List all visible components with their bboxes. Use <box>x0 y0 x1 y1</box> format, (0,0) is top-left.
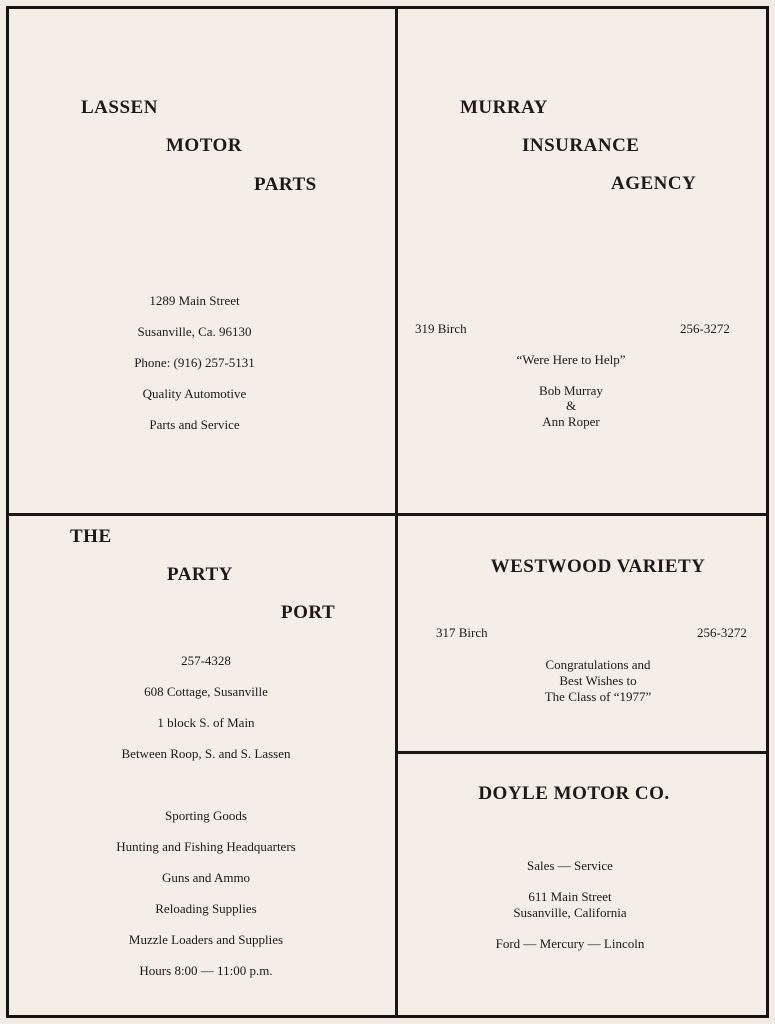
ad-westwood-variety <box>398 516 766 751</box>
ad-phone: Phone: (916) 257-5131 <box>134 355 255 370</box>
ad-contact-name: Ann Roper <box>542 414 600 429</box>
ad-city: Susanville, Ca. 96130 <box>137 324 252 339</box>
ad-address: 1289 Main Street <box>149 293 240 308</box>
ad-ampersand: & <box>565 398 577 413</box>
ad-title-line-2: INSURANCE <box>522 135 640 156</box>
ad-doyle-motor <box>398 754 766 1015</box>
ad-slogan: “Were Here to Help” <box>516 352 626 367</box>
ad-title-line-1: MURRAY <box>460 97 548 118</box>
yearbook-ad-page <box>6 6 769 1018</box>
ad-tagline: Parts and Service <box>149 417 240 432</box>
ad-murray-insurance <box>398 9 766 513</box>
ad-item: Reloading Supplies <box>155 901 257 916</box>
ad-hours: Hours 8:00 — 11:00 p.m. <box>139 963 273 978</box>
ad-item: Hunting and Fishing Headquarters <box>116 839 296 854</box>
ad-address: 319 Birch <box>415 321 467 336</box>
ad-phone: 257-4328 <box>181 653 231 668</box>
ad-tagline: Quality Automotive <box>142 386 247 401</box>
ad-title-line-2: MOTOR <box>166 135 243 156</box>
ad-message: Congratulations and <box>545 657 651 672</box>
ad-title-line-3: AGENCY <box>611 173 697 194</box>
ad-item: Guns and Ammo <box>161 870 251 885</box>
ad-title: DOYLE MOTOR CO. <box>478 783 670 804</box>
ad-item: Sporting Goods <box>165 808 247 823</box>
ad-item: Muzzle Loaders and Supplies <box>128 932 284 947</box>
ad-party-port <box>9 516 395 1015</box>
ad-phone: 256-3272 <box>697 625 747 640</box>
ad-title: WESTWOOD VARIETY <box>490 556 706 577</box>
ad-services: Sales — Service <box>527 858 613 873</box>
ad-title-line-1: LASSEN <box>81 97 158 118</box>
ad-phone: 256-3272 <box>680 321 730 336</box>
ad-address: 608 Cottage, Susanville <box>144 684 268 699</box>
ad-lassen-motor-parts <box>9 9 395 513</box>
ad-title-line-3: PORT <box>281 602 336 623</box>
ad-direction: 1 block S. of Main <box>157 715 255 730</box>
ad-brands: Ford — Mercury — Lincoln <box>495 936 645 951</box>
ad-title-line-1: THE <box>70 526 112 547</box>
ad-city: Susanville, California <box>513 905 627 920</box>
ad-direction: Between Roop, S. and S. Lassen <box>121 746 291 761</box>
ad-contact-name: Bob Murray <box>539 383 603 398</box>
ad-title-line-2: PARTY <box>167 564 233 585</box>
ad-address: 611 Main Street <box>528 889 612 904</box>
ad-title-line-3: PARTS <box>254 174 317 195</box>
ad-message: Best Wishes to <box>559 673 637 688</box>
ad-message: The Class of “1977” <box>544 689 652 704</box>
ad-address: 317 Birch <box>436 625 488 640</box>
